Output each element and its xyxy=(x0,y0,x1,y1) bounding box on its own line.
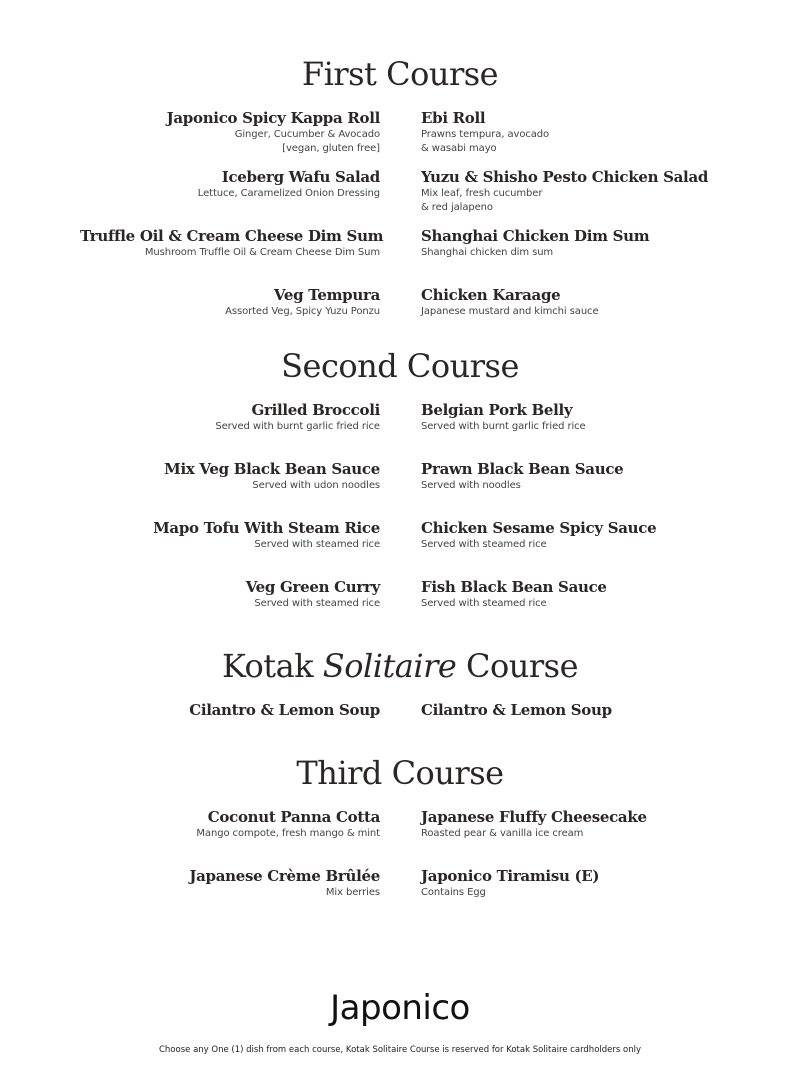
dish-description: Shanghai chicken dim sum xyxy=(421,247,554,258)
brand-logo: Japonico xyxy=(330,988,470,1028)
dish-description: Assorted Veg, Spicy Yuzu Ponzu xyxy=(225,306,380,317)
dish-description: Lettuce, Caramelized Onion Dressing xyxy=(197,188,380,199)
menu-item xyxy=(421,285,721,319)
menu-item xyxy=(421,167,721,214)
dish-name: Mapo Tofu With Steam Rice xyxy=(153,519,380,537)
dish-name: Prawn Black Bean Sauce xyxy=(421,460,624,478)
menu-item xyxy=(80,807,380,841)
dish-name: Veg Tempura xyxy=(273,286,380,304)
menu-item xyxy=(80,285,380,319)
menu-item xyxy=(421,518,721,552)
dish-description: Served with noodles xyxy=(421,480,521,491)
menu-item xyxy=(421,866,721,900)
dish-name: Japonico Tiramisu (E) xyxy=(421,867,600,885)
dish-description: Served with steamed rice xyxy=(254,598,380,609)
dish-description: Served with steamed rice xyxy=(421,598,547,609)
footnote: Choose any One (1) dish from each course, Kotak Solitaire Course is reserved for Kotak Solitaire cardholders only xyxy=(158,1045,641,1055)
dish-name: Fish Black Bean Sauce xyxy=(421,578,607,596)
dish-name: Japanese Fluffy Cheesecake xyxy=(421,808,647,826)
dish-name: Grilled Broccoli xyxy=(251,401,380,419)
dish-name: Chicken Sesame Spicy Sauce xyxy=(421,519,657,537)
dish-name: Japonico Spicy Kappa Roll xyxy=(166,109,380,127)
dish-name: Belgian Pork Belly xyxy=(421,401,573,419)
menu-item xyxy=(421,459,721,493)
dish-name: Mix Veg Black Bean Sauce xyxy=(164,460,380,478)
menu-item xyxy=(80,518,380,552)
dish-name: Veg Green Curry xyxy=(245,578,380,596)
dish-name: Japanese Crème Brûlée xyxy=(189,867,380,885)
dish-name: Truffle Oil & Cream Cheese Dim Sum xyxy=(80,227,384,245)
menu-item xyxy=(421,807,721,841)
course-title-third: Third Course xyxy=(296,754,504,792)
dish-name: Shanghai Chicken Dim Sum xyxy=(421,227,650,245)
dish-description: Served with burnt garlic fried rice xyxy=(421,421,586,432)
dish-name: Iceberg Wafu Salad xyxy=(221,168,380,186)
dish-description: Mix leaf, fresh cucumber & red jalapeno xyxy=(421,188,543,213)
menu-item xyxy=(421,577,721,611)
dish-description: Japanese mustard and kimchi sauce xyxy=(421,306,599,317)
menu-item xyxy=(80,108,380,155)
dish-description: Mango compote, fresh mango & mint xyxy=(196,828,380,839)
dish-name: Yuzu & Shisho Pesto Chicken Salad xyxy=(421,168,709,186)
menu-item xyxy=(421,700,721,720)
menu-item xyxy=(80,700,380,720)
dish-name: Cilantro & Lemon Soup xyxy=(189,701,380,719)
dish-description: Served with udon noodles xyxy=(252,480,380,491)
menu-item xyxy=(421,400,721,434)
dish-name: Coconut Panna Cotta xyxy=(207,808,380,826)
dish-name: Chicken Karaage xyxy=(421,286,561,304)
dish-description: Prawns tempura, avocado & wasabi mayo xyxy=(421,129,550,154)
menu-item xyxy=(80,459,380,493)
course-title-solitaire xyxy=(0,646,800,686)
dish-name: Cilantro & Lemon Soup xyxy=(421,701,612,719)
menu-item xyxy=(80,400,380,434)
course-title-first: First Course xyxy=(301,55,499,93)
dish-description: Ginger, Cucumber & Avocado [vegan, gluten free] xyxy=(234,129,380,154)
title-part: Kotak xyxy=(221,647,323,685)
dish-description: Mushroom Truffle Oil & Cream Cheese Dim Sum xyxy=(144,247,380,258)
dish-name: Ebi Roll xyxy=(421,109,486,127)
dish-description: Served with steamed rice xyxy=(421,539,547,550)
menu-item xyxy=(80,866,380,900)
menu-item xyxy=(80,226,384,260)
menu-item xyxy=(80,577,380,611)
dish-description: Roasted pear & vanilla ice cream xyxy=(421,828,584,839)
menu-item xyxy=(80,167,380,201)
menu-item xyxy=(421,226,721,260)
title-part: Course xyxy=(456,647,579,685)
dish-description: Contains Egg xyxy=(421,887,486,898)
dish-description: Served with burnt garlic fried rice xyxy=(215,421,380,432)
course-title-second: Second Course xyxy=(281,347,519,385)
title-emphasis: Solitaire xyxy=(322,647,457,685)
dish-description: Mix berries xyxy=(325,887,380,898)
menu-item xyxy=(421,108,721,155)
dish-description: Served with steamed rice xyxy=(254,539,380,550)
